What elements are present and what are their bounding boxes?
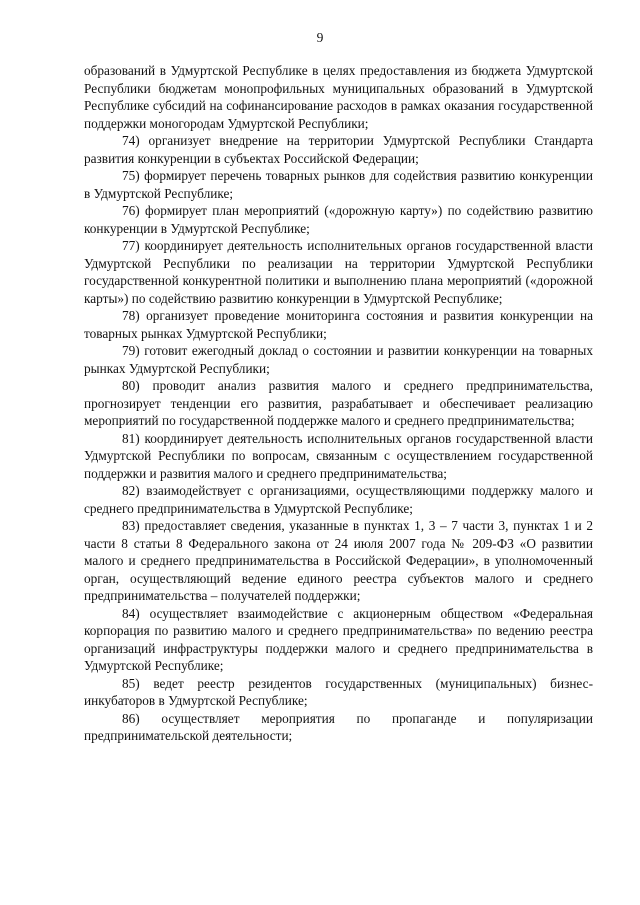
paragraph-item-77: 77) координирует деятельность исполнительных органов государственной власти Удмуртской Республики по реализации на территории Удмуртской Республики государственной конкурентной политики и выполнению плана мероприятий («дорожной карты») по содействию развитию конкуренции в Удмуртской Республике; bbox=[84, 238, 593, 306]
paragraph-item-83: 83) предоставляет сведения, указанные в пунктах 1, 3 – 7 части 3, пунктах 1 и 2 части 8 статьи 8 Федерального закона от 24 июля 2007 года № 209-ФЗ «О развитии малого и среднего предпринимательства в Российской Федерации», в уполномоченный орган, осуществляющий ведение единого реестра субъектов малого и среднего предпринимательства – получателей поддержки; bbox=[84, 518, 593, 603]
paragraph-continuation: образований в Удмуртской Республике в целях предоставления из бюджета Удмуртской Республики бюджетам монопрофильных муниципальных образований в Удмуртской Республике субсидий на софинансирование расходов в рамках оказания государственной поддержки моногородам Удмуртской Республики; bbox=[84, 63, 593, 131]
paragraph-item-80: 80) проводит анализ развития малого и среднего предпринимательства, прогнозирует тенденции его развития, разрабатывает и обеспечивает реализацию мероприятий по государственной поддержке малого и среднего предпринимательства; bbox=[84, 378, 593, 428]
page-number: 9 bbox=[316, 30, 324, 45]
paragraph-item-79: 79) готовит ежегодный доклад о состоянии и развитии конкуренции на товарных рынках Удмуртской Республики; bbox=[84, 343, 593, 376]
paragraph-item-76: 76) формирует план мероприятий («дорожную карту») по содействию развитию конкуренции в Удмуртской Республике; bbox=[84, 203, 593, 236]
paragraph-item-82: 82) взаимодействует с организациями, осуществляющими поддержку малого и среднего предпринимательства в Удмуртской Республике; bbox=[84, 483, 593, 516]
paragraph-item-74: 74) организует внедрение на территории Удмуртской Республики Стандарта развития конкуренции в субъектах Российской Федерации; bbox=[84, 133, 593, 166]
paragraph-item-75: 75) формирует перечень товарных рынков для содействия развитию конкуренции в Удмуртской Республике; bbox=[84, 168, 593, 201]
paragraph-item-78: 78) организует проведение мониторинга состояния и развития конкуренции на товарных рынках Удмуртской Республики; bbox=[84, 308, 593, 341]
paragraph-item-85: 85) ведет реестр резидентов государственных (муниципальных) бизнес-инкубаторов в Удмуртской Республике; bbox=[84, 675, 593, 708]
paragraph-item-84: 84) осуществляет взаимодействие с акционерным обществом «Федеральная корпорация по развитию малого и среднего предпринимательства» по ведению реестра организаций инфраструктуры поддержки малого и среднего предпринимательства в Удмуртской Республике; bbox=[84, 605, 593, 673]
paragraph-item-81: 81) координирует деятельность исполнительных органов государственной власти Удмуртской Республики по вопросам, связанным с осуществлением государственной поддержки и развития малого и среднего предпринимательства; bbox=[84, 430, 593, 481]
document-body bbox=[84, 62, 593, 745]
paragraph-item-86: 86) осуществляет мероприятия по пропаганде и популяризации предпринимательской деятельности; bbox=[84, 710, 593, 743]
